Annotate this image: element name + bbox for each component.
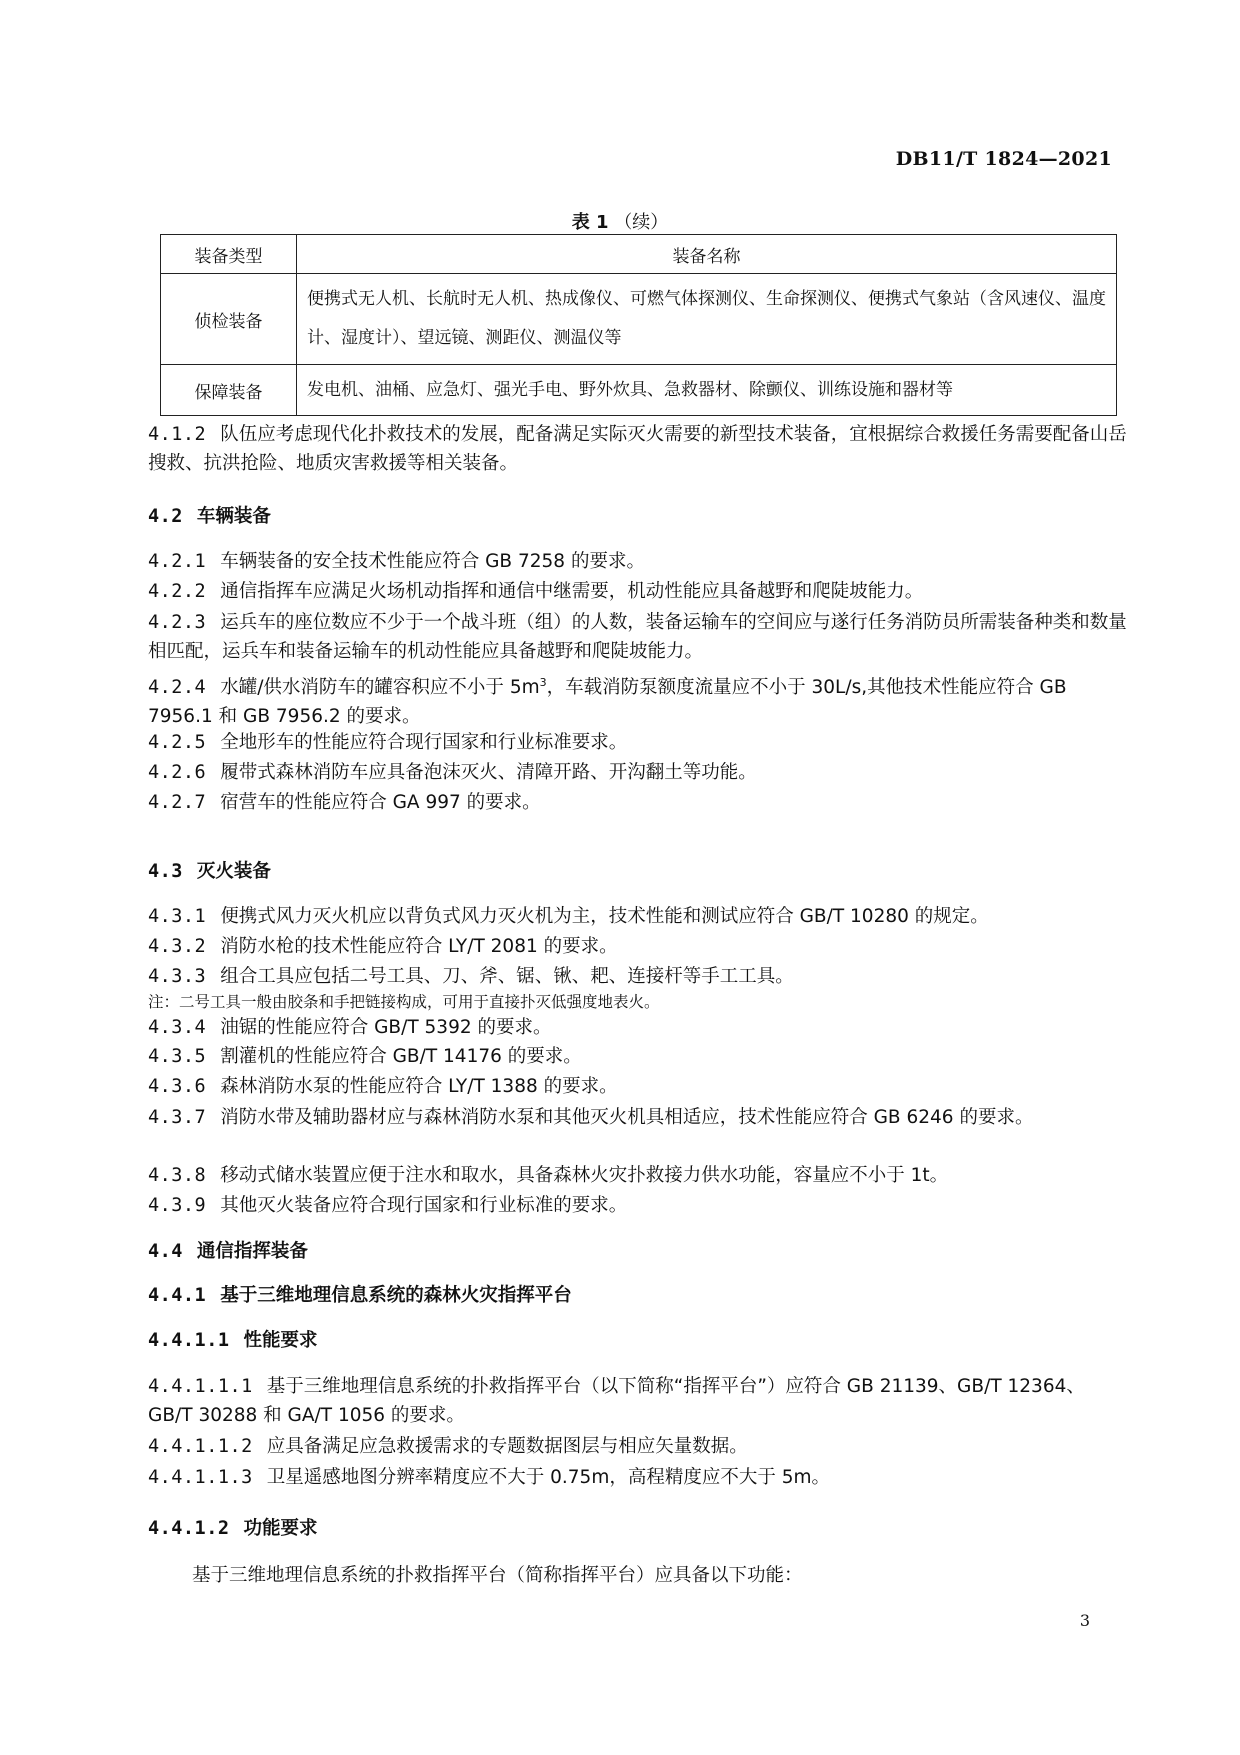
clause-4-2-5 [148, 729, 1128, 757]
clause-4-3-7 [148, 1103, 1128, 1132]
section-number: 4.2 [148, 506, 183, 527]
clause-text: 消防水枪的技术性能应符合 LY/T 2081 的要求。 [220, 936, 618, 957]
clause-number: 4.2.6 [148, 762, 207, 783]
equipment-type-cell: 侦检装备 [161, 274, 297, 365]
table-title [0, 208, 1240, 234]
clause-4-4-1-1-2 [148, 1433, 1128, 1461]
section-title: 基于三维地理信息系统的森林火灾指挥平台 [220, 1285, 572, 1306]
section-heading-4-3 [148, 858, 1128, 886]
section-heading-4-2 [148, 503, 1128, 531]
clause-text: 割灌机的性能应符合 GB/T 14176 的要求。 [220, 1046, 582, 1067]
clause-4-2-6 [148, 759, 1128, 787]
section-heading-4-4-1-2 [148, 1515, 1128, 1543]
clause-text-continued: ，车载消防泵额度流量应不小于 30L/s,其他技术性能应符合 GB 7956.1 和 GB 7956.2 的要求。 [148, 677, 1067, 728]
col-names-header: 装备名称 [297, 235, 1117, 274]
clause-text: 通信指挥车应满足火场机动指挥和通信中继需要，机动性能应具备越野和爬陡坡能力。 [220, 581, 924, 602]
table-row [161, 274, 1117, 365]
section-heading-4-4 [148, 1238, 1128, 1266]
body-paragraph: 基于三维地理信息系统的扑救指挥平台（简称指挥平台）应具备以下功能： [192, 1565, 803, 1586]
clause-number: 4.3.4 [148, 1017, 207, 1038]
clause-4-2-1 [148, 548, 1128, 576]
section-number: 4.4 [148, 1241, 183, 1262]
clause-text: 水罐/供水消防车的罐容积应不小于 5m [220, 677, 540, 699]
section-title: 灭火装备 [196, 861, 271, 882]
equipment-table [160, 234, 1117, 416]
clause-4-3-2 [148, 933, 1128, 961]
page-number: 3 [1079, 1611, 1090, 1630]
equipment-names-cell: 发电机、油桶、应急灯、强光手电、野外炊具、急救器材、除颤仪、训练设施和器材等 [297, 365, 1117, 416]
clause-number: 4.3.6 [148, 1076, 207, 1097]
clause-4-1-2 [148, 420, 1128, 478]
clause-4-2-2 [148, 578, 1128, 606]
clause-4-2-7 [148, 789, 1128, 817]
clause-text: 森林消防水泵的性能应符合 LY/T 1388 的要求。 [220, 1076, 618, 1097]
clause-number: 4.4.1.1.1 [148, 1376, 253, 1397]
clause-number: 4.3.3 [148, 966, 207, 987]
superscript: 3 [539, 676, 547, 689]
clause-number: 4.1.2 [148, 424, 207, 445]
clause-text: 便携式风力灭火机应以背负式风力灭火机为主，技术性能和测试应符合 GB/T 10280 的规定。 [220, 906, 989, 927]
clause-number: 4.2.7 [148, 792, 207, 813]
equipment-names-cell: 便携式无人机、长航时无人机、热成像仪、可燃气体探测仪、生命探测仪、便携式气象站（含风速仪、温度计、湿度计）、望远镜、测距仪、测温仪等 [297, 274, 1117, 365]
clause-number: 4.3.5 [148, 1046, 207, 1067]
clause-number: 4.4.1.1.2 [148, 1436, 253, 1457]
clause-text: 消防水带及辅助器材应与森林消防水泵和其他灭火机具相适应，技术性能应符合 GB 6246 的要求。 [220, 1107, 1034, 1128]
col-type-header: 装备类型 [161, 235, 297, 274]
clause-4-3-1 [148, 903, 1128, 931]
clause-text: 其他灭火装备应符合现行国家和行业标准的要求。 [220, 1195, 628, 1216]
clause-4-3-3 [148, 963, 1128, 991]
clause-4-3-5 [148, 1043, 1128, 1071]
clause-text: 卫星遥感地图分辨率精度应不大于 0.75m，高程精度应不大于 5m。 [266, 1467, 831, 1488]
clause-4-3-6 [148, 1073, 1128, 1101]
clause-text: 应具备满足应急救援需求的专题数据图层与相应矢量数据。 [266, 1436, 748, 1457]
clause-4-2-4 [148, 668, 1128, 731]
section-title: 通信指挥装备 [196, 1241, 308, 1262]
note-text: 注：二号工具一般由胶条和手把链接构成，可用于直接扑灭低强度地表火。 [148, 993, 660, 1011]
clause-text: 油锯的性能应符合 GB/T 5392 的要求。 [220, 1017, 552, 1038]
section-number: 4.4.1.1 [148, 1330, 230, 1351]
clause-4-2-3 [148, 608, 1128, 666]
clause-text: 履带式森林消防车应具备泡沫灭火、清障开路、开沟翻土等功能。 [220, 762, 757, 783]
clause-number: 4.2.1 [148, 551, 207, 572]
equipment-type-cell: 保障装备 [161, 365, 297, 416]
clause-number: 4.3.7 [148, 1107, 207, 1128]
clause-number: 4.2.4 [148, 677, 207, 699]
section-number: 4.4.1.2 [148, 1518, 230, 1539]
clause-text: 车辆装备的安全技术性能应符合 GB 7258 的要求。 [220, 551, 645, 572]
clause-number: 4.4.1.1.3 [148, 1467, 253, 1488]
clause-number: 4.2.3 [148, 612, 207, 633]
table-title-label: 表 1 [571, 212, 609, 233]
clause-4-3-4 [148, 1014, 1128, 1042]
clause-4-3-9 [148, 1192, 1128, 1220]
clause-number: 4.3.1 [148, 906, 207, 927]
section-title: 车辆装备 [196, 506, 271, 527]
clause-number: 4.3.2 [148, 936, 207, 957]
clause-text: 基于三维地理信息系统的扑救指挥平台（以下简称“指挥平台”）应符合 GB 21139、GB/T 12364、GB/T 30288 和 GA/T 1056 的要求。 [148, 1376, 1085, 1426]
section-number: 4.3 [148, 861, 183, 882]
clause-text: 队伍应考虑现代化扑救技术的发展，配备满足实际灭火需要的新型技术装备，宜根据综合救援任务需要配备山岳搜救、抗洪抢险、地质灾害救援等相关装备。 [148, 424, 1127, 474]
clause-text: 宿营车的性能应符合 GA 997 的要求。 [220, 792, 541, 813]
section-heading-4-4-1 [148, 1282, 1128, 1310]
table-header-row [161, 235, 1117, 274]
clause-number: 4.3.8 [148, 1165, 207, 1186]
clause-4-3-8 [148, 1162, 1128, 1190]
section-title: 性能要求 [243, 1330, 318, 1351]
clause-text: 运兵车的座位数应不少于一个战斗班（组）的人数，装备运输车的空间应与遂行任务消防员所需装备种类和数量相匹配，运兵车和装备运输车的机动性能应具备越野和爬陡坡能力。 [148, 612, 1127, 662]
table-title-continued: （续） [614, 212, 669, 233]
clause-number: 4.2.2 [148, 581, 207, 602]
clause-4-4-1-1-1 [148, 1372, 1128, 1430]
clause-number: 4.3.9 [148, 1195, 207, 1216]
standard-code: DB11/T 1824—2021 [895, 148, 1112, 170]
section-title: 功能要求 [243, 1518, 318, 1539]
section-heading-4-4-1-1 [148, 1327, 1128, 1355]
section-number: 4.4.1 [148, 1285, 207, 1306]
clause-text: 组合工具应包括二号工具、刀、斧、锯、锹、耙、连接杆等手工工具。 [220, 966, 794, 987]
clause-text: 移动式储水装置应便于注水和取水，具备森林火灾扑救接力供水功能，容量应不小于 1t。 [220, 1165, 949, 1186]
clause-text: 全地形车的性能应符合现行国家和行业标准要求。 [220, 732, 628, 753]
clause-number: 4.2.5 [148, 732, 207, 753]
clause-4-4-1-1-3 [148, 1464, 1128, 1492]
table-row [161, 365, 1117, 416]
